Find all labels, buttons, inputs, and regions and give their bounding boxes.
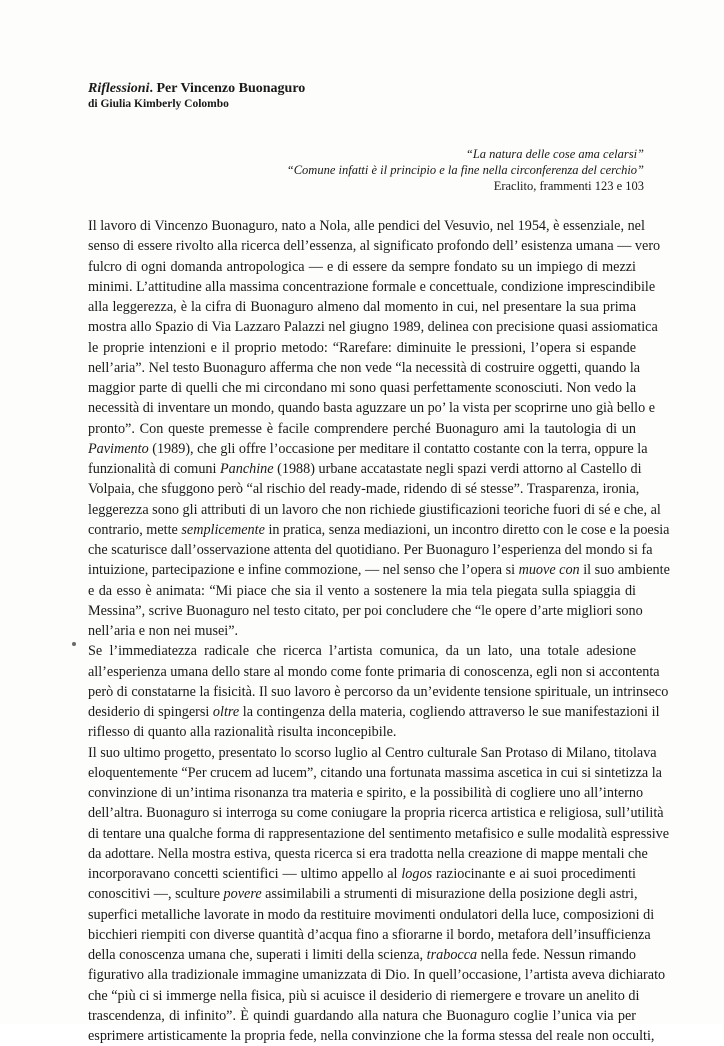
body-line <box>88 479 636 499</box>
body-line <box>88 763 636 783</box>
body-text-run: (1988) urbane accatastate negli spazi verdi attorno al Castello di <box>274 461 642 477</box>
body-line <box>88 459 636 479</box>
body-text-run: senso di essere rivolto alla ricerca dell’essenza, al significato profondo dell’ esistenza umana — vero <box>88 238 660 254</box>
body-text-run: conoscitivi —, sculture <box>88 886 224 902</box>
italic-text: logos <box>401 866 432 882</box>
body-text-run: superfici metalliche lavorate in modo da restituire movimenti ondulatori della luce, composizioni di <box>88 907 654 923</box>
body-text-run: che “più ci si immerge nella fisica, più si acuisce il desiderio di riemergere e trovare un anelito di <box>88 988 639 1004</box>
body-text-run: della conoscenza umana che, superati i limiti della scienza, <box>88 947 427 963</box>
body-text-run: Il suo ultimo progetto, presentato lo scorso luglio al Centro culturale San Protaso di Milano, titolava <box>88 745 657 761</box>
body-text-run: esprimere artisticamente la propria fede, nella convinzione che la forma stessa del reale non occulti, <box>88 1028 654 1044</box>
body-line <box>88 297 636 317</box>
body-text-run: funzionalità di comuni <box>88 461 220 477</box>
body-line <box>88 338 636 358</box>
body-text-run: eloquentemente “Per crucem ad lucem”, citando una fortunata massima ascetica in cui si sintetizza la <box>88 765 662 781</box>
body-line <box>88 419 636 439</box>
body-text-run: la contingenza della materia, cogliendo attraverso le sue manifestazioni il <box>239 704 659 720</box>
body-line <box>88 378 636 398</box>
body-text-run: nell’aria e non nei musei”. <box>88 623 238 639</box>
body-text-run: il suo ambiente <box>580 562 670 578</box>
body-line <box>88 317 636 337</box>
body-line <box>88 743 636 763</box>
body-line <box>88 783 636 803</box>
body-line <box>88 905 636 925</box>
body-line <box>88 884 636 904</box>
body-text-run: assimilabili a strumenti di misurazione della posizione degli astri, <box>262 886 638 902</box>
document-title <box>88 80 648 97</box>
body-text-run: contrario, mette <box>88 522 181 538</box>
body-line <box>88 986 636 1006</box>
body-line <box>88 864 636 884</box>
body-line <box>88 722 636 742</box>
body-line <box>88 824 636 844</box>
body-line <box>88 520 636 540</box>
body-text-run: figurativo alla tradizionale immagine umanizzata di Dio. In quell’occasione, l’artista aveva dichiarato <box>88 967 665 983</box>
body-line <box>88 439 636 459</box>
body-text-run: nella fede. Nessun rimando <box>477 947 636 963</box>
body-text-run: da adottare. Nella mostra estiva, questa ricerca si era tradotta nella creazione di mappe mentali che <box>88 846 648 862</box>
article-body <box>88 216 636 1046</box>
body-paragraph <box>88 743 636 1046</box>
body-line <box>88 925 636 945</box>
body-text-run: leggerezza sono gli attributi di un lavoro che non richiede giustificazioni teoriche fuori di sé e che, al <box>88 502 661 518</box>
body-text-run: convinzione di un’intima risonanza tra materia e spirito, e la possibilità di cogliere uno all’interno <box>88 785 643 801</box>
title-italic-part: Riflessioni <box>88 81 149 96</box>
document-header <box>88 80 648 111</box>
body-line <box>88 641 636 661</box>
body-line <box>88 682 636 702</box>
title-rest-part: . Per Vincenzo Buonaguro <box>149 81 305 96</box>
italic-text: Panchine <box>220 461 274 477</box>
body-line <box>88 257 636 277</box>
body-text-run: incorporavano concetti scientifici — ultimo appello al <box>88 866 401 882</box>
italic-text: semplicemente <box>181 522 265 538</box>
epigraph-quote-1: “La natura delle cose ama celarsi” <box>164 146 644 162</box>
body-line <box>88 1006 636 1026</box>
epigraph-attribution: Eraclito, frammenti 123 e 103 <box>164 178 644 194</box>
body-text-run: e da esso è animata: “Mi piace che sia il vento a sostenere la mia tela piegata sulla spiaggia di <box>88 583 636 599</box>
body-line <box>88 358 636 378</box>
body-text-run: intuizione, partecipazione e infine commozione, — nel senso che l’opera si <box>88 562 519 578</box>
body-text-run: maggior parte di quelli che mi circondano mi sono quasi perfettamente sconosciuti. Non vedo la <box>88 380 636 396</box>
body-text-run: mostra allo Spazio di Via Lazzaro Palazzi nel giugno 1989, delinea con precisione quasi assiomatica <box>88 319 658 335</box>
epigraph <box>164 146 644 194</box>
author-byline: di Giulia Kimberly Colombo <box>88 97 648 111</box>
body-paragraph <box>88 641 636 742</box>
italic-text: trabocca <box>427 947 477 963</box>
body-text-run: Se l’immediatezza radicale che ricerca l’artista comunica, da un lato, una totale adesione <box>88 643 636 659</box>
body-text-run: necessità di inventare un mondo, quando basta aguzzare un po’ la vista per scoprirne uno già bello e <box>88 400 655 416</box>
body-text-run: trascendenza, di infinito”. È quindi guardando alla natura che Buonaguro coglie l’unica via per <box>88 1008 636 1024</box>
body-line <box>88 702 636 722</box>
body-line <box>88 662 636 682</box>
body-line <box>88 965 636 985</box>
body-text-run: desiderio di spingersi <box>88 704 213 720</box>
body-text-run: che scaturisce dall’osservazione attenta del quotidiano. Per Buonaguro l’esperienza del mondo si fa <box>88 542 653 558</box>
body-text-run: però di constatarne la fisicità. Il suo lavoro è percorso da un’evidente tensione spirituale, un intrinseco <box>88 684 668 700</box>
body-text-run: raziocinante e ai suoi procedimenti <box>432 866 636 882</box>
body-text-run: Messina”, scrive Buonaguro nel testo citato, per poi concludere che “le opere d’arte migliori sono <box>88 603 643 619</box>
body-text-run: bicchieri riempiti con diverse quantità d’acqua fino a sfiorarne il bordo, metafora dell’insufficienza <box>88 927 651 943</box>
body-text-run: nell’aria”. Nel testo Buonaguro afferma che non vede “la necessità di costruire oggetti, quando la <box>88 360 640 376</box>
body-text-run: fulcro di ogni domanda antropologica — e di essere da sempre fondato su un impiego di mezzi <box>88 259 636 275</box>
body-text-run: Il lavoro di Vincenzo Buonaguro, nato a Nola, alle pendici del Vesuvio, nel 1954, è essenziale, nel <box>88 218 645 234</box>
body-text-run: Volpaia, che sfuggono però “al rischio del ready-made, ridendo di sé stesse”. Trasparenza, ironia, <box>88 481 639 497</box>
italic-text: Pavimento <box>88 441 149 457</box>
body-line <box>88 398 636 418</box>
body-paragraph <box>88 216 636 641</box>
body-text-run: riflesso di quanto alla razionalità risulta inconcepibile. <box>88 724 396 740</box>
italic-text: oltre <box>213 704 239 720</box>
epigraph-quote-2: “Comune infatti è il principio e la fine nella circonferenza del cerchio” <box>164 162 644 178</box>
body-line <box>88 844 636 864</box>
body-text-run: all’esperienza umana dello stare al mondo come fonte primaria di conoscenza, egli non si accontenta <box>88 664 660 680</box>
body-line <box>88 236 636 256</box>
body-line <box>88 500 636 520</box>
body-text-run: minimi. L’attitudine alla massima concentrazione formale e concettuale, condizione imprescindibile <box>88 279 655 295</box>
body-text-run: le proprie intenzioni e il proprio metodo: “Rarefare: diminuite le pressioni, l’opera si espande <box>88 340 636 356</box>
body-line <box>88 803 636 823</box>
body-line <box>88 621 636 641</box>
body-line <box>88 1026 636 1046</box>
body-text-run: alla leggerezza, è la cifra di Buonaguro almeno dal momento in cui, nel presentare la sua prima <box>88 299 636 315</box>
body-text-run: di tentare una qualche forma di rappresentazione del sentimento metafisico e sulle modalità espressive <box>88 826 669 842</box>
body-text-run: pronto”. Con queste premesse è facile comprendere perché Buonaguro ami la tautologia di un <box>88 421 636 437</box>
body-line <box>88 277 636 297</box>
body-line <box>88 945 636 965</box>
italic-text: povere <box>224 886 262 902</box>
body-text-run: in pratica, senza mediazioni, un incontro diretto con le cose e la poesia <box>265 522 670 538</box>
body-line <box>88 581 636 601</box>
margin-dot-mark <box>72 642 76 646</box>
body-line <box>88 540 636 560</box>
body-line <box>88 216 636 236</box>
body-line <box>88 601 636 621</box>
body-text-run: (1989), che gli offre l’occasione per meditare il contatto costante con la terra, oppure la <box>149 441 648 457</box>
body-line <box>88 560 636 580</box>
body-text-run: dell’altra. Buonaguro si interroga su come coniugare la propria ricerca artistica e religiosa, sull’utilità <box>88 805 664 821</box>
italic-text: muove con <box>519 562 580 578</box>
